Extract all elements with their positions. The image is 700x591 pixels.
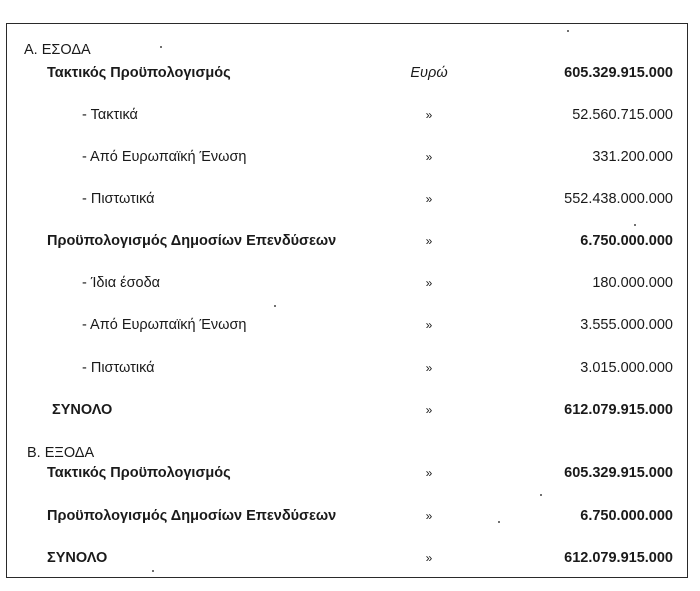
row-unit: »: [425, 192, 433, 206]
row-unit: »: [425, 234, 433, 248]
table-row: [0, 357, 700, 379]
row-unit: »: [425, 108, 433, 122]
table-row: [0, 314, 700, 336]
table-row: [0, 104, 700, 126]
row-label: Τακτικός Προϋπολογισμός: [47, 465, 231, 481]
row-value: 3.555.000.000: [580, 317, 673, 333]
scan-speck: [634, 224, 636, 226]
total-row: [0, 399, 700, 421]
scan-speck: [567, 30, 569, 32]
table-row: [0, 146, 700, 168]
row-unit: »: [425, 551, 433, 565]
scan-speck: [160, 46, 162, 48]
row-value: 605.329.915.000: [564, 65, 673, 81]
table-row: [0, 188, 700, 210]
total-label: ΣΥΝΟΛΟ: [52, 402, 113, 418]
scan-speck: [540, 494, 542, 496]
row-label: Προϋπολογισμός Δημοσίων Επενδύσεων: [47, 233, 337, 249]
table-row: [0, 62, 700, 84]
row-unit: »: [425, 318, 433, 332]
row-unit: »: [425, 150, 433, 164]
row-unit: »: [425, 509, 433, 523]
total-value: 612.079.915.000: [564, 550, 673, 566]
row-label: - Από Ευρωπαϊκή Ένωση: [82, 317, 247, 333]
table-row: [0, 272, 700, 294]
total-row: [0, 547, 700, 569]
row-value: 180.000.000: [592, 275, 673, 291]
row-value: 6.750.000.000: [580, 508, 673, 524]
row-value: 3.015.000.000: [580, 360, 673, 376]
row-label: - Πιστωτικά: [82, 191, 155, 207]
row-label: - Από Ευρωπαϊκή Ένωση: [82, 149, 247, 165]
row-unit: »: [425, 361, 433, 375]
table-row: [0, 505, 700, 527]
row-value: 52.560.715.000: [572, 107, 673, 123]
row-unit: Ευρώ: [410, 65, 448, 81]
row-label: - Ίδια έσοδα: [82, 275, 161, 291]
row-unit: »: [425, 403, 433, 417]
scan-speck: [274, 305, 276, 307]
table-row: [0, 230, 700, 252]
row-unit: »: [425, 276, 433, 290]
total-label: ΣΥΝΟΛΟ: [47, 550, 108, 566]
scan-speck: [152, 570, 154, 572]
section-b-heading: Β. ΕΞΟΔΑ: [27, 445, 95, 461]
row-value: 331.200.000: [592, 149, 673, 165]
row-label: Προϋπολογισμός Δημοσίων Επενδύσεων: [47, 508, 337, 524]
row-value: 605.329.915.000: [564, 465, 673, 481]
row-label: Τακτικός Προϋπολογισμός: [47, 65, 231, 81]
row-label: - Τακτικά: [82, 107, 138, 123]
scan-speck: [498, 521, 500, 523]
row-label: - Πιστωτικά: [82, 360, 155, 376]
table-row: [0, 462, 700, 484]
row-value: 6.750.000.000: [580, 233, 673, 249]
row-value: 552.438.000.000: [564, 191, 673, 207]
total-value: 612.079.915.000: [564, 402, 673, 418]
row-unit: »: [425, 466, 433, 480]
section-a-heading: Α. ΕΣΟΔΑ: [24, 42, 91, 58]
